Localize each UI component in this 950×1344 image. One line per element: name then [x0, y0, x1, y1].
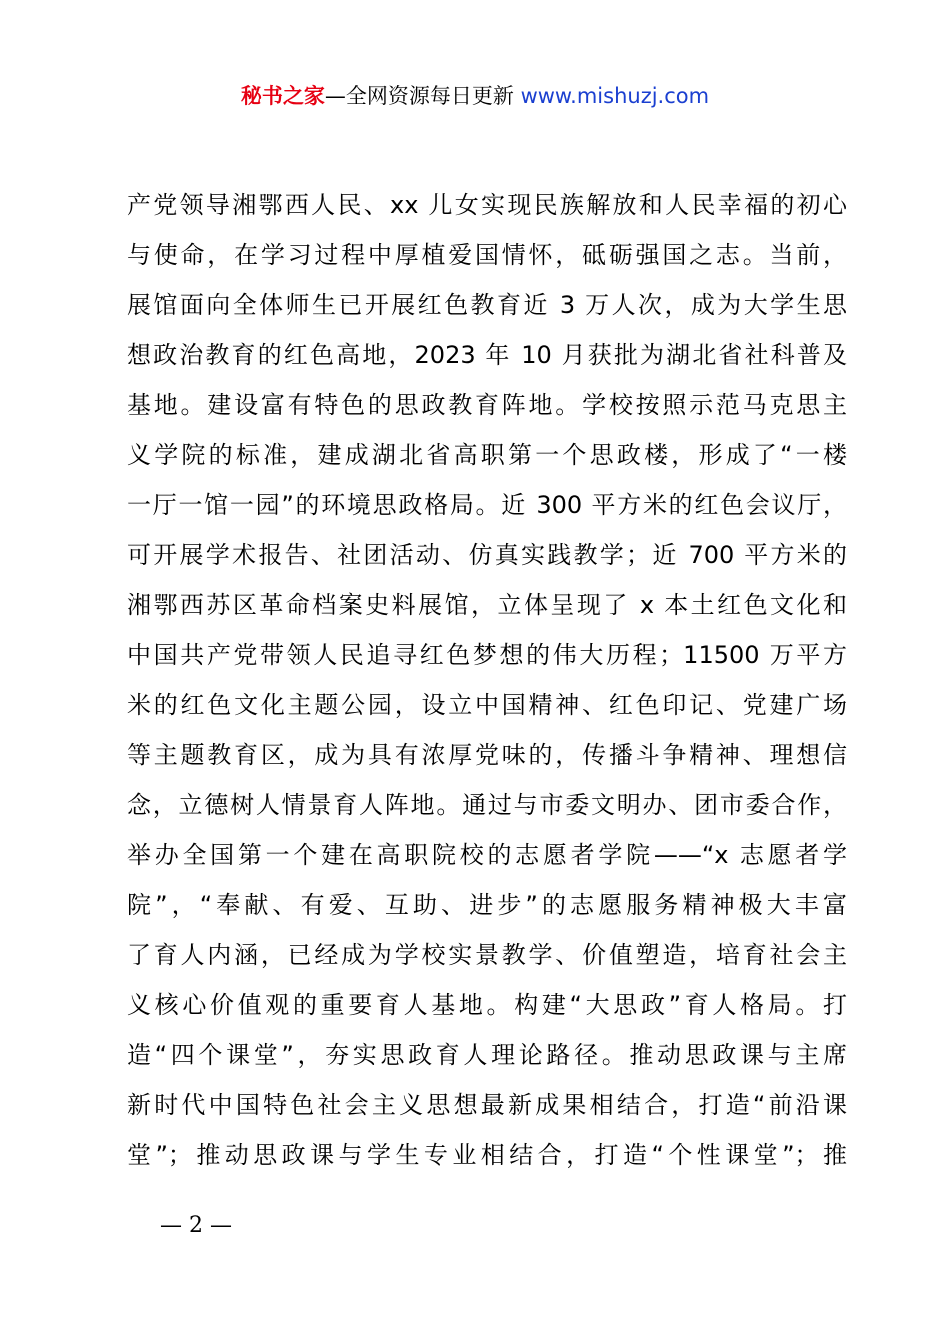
body-line: 了育人内涵，已经成为学校实景教学、价值塑造，培育社会主 — [127, 941, 847, 969]
body-line: 想政治教育的红色高地，2023 年 10 月获批为湖北省社科普及 — [127, 341, 847, 369]
body-line: 院”，“奉献、有爱、互助、进步”的志愿服务精神极大丰富 — [127, 891, 847, 919]
page-number: — 2 — — [160, 1213, 232, 1238]
body-line: 新时代中国特色社会主义思想最新成果相结合，打造“前沿课 — [127, 1091, 847, 1119]
site-url-link[interactable]: www.mishuzj.com — [520, 84, 710, 108]
body-line: 义学院的标准，建成湖北省高职第一个思政楼，形成了“一楼 — [127, 441, 847, 469]
body-line: 造“四个课堂”，夯实思政育人理论路径。推动思政课与主席 — [127, 1041, 847, 1069]
body-line: 举办全国第一个建在高职院校的志愿者学院——“x 志愿者学 — [127, 841, 847, 869]
body-line: 展馆面向全体师生已开展红色教育近 3 万人次，成为大学生思 — [127, 291, 847, 319]
site-tagline: —全网资源每日更新 — [324, 84, 521, 108]
body-line: 一厅一馆一园”的环境思政格局。近 300 平方米的红色会议厅， — [127, 491, 847, 519]
body-line: 产党领导湘鄂西人民、xx 儿女实现民族解放和人民幸福的初心 — [127, 191, 847, 219]
body-line: 念，立德树人情景育人阵地。通过与市委文明办、团市委合作， — [127, 791, 847, 819]
body-line: 与使命，在学习过程中厚植爱国情怀，砥砺强国之志。当前， — [127, 241, 847, 269]
site-header — [0, 80, 950, 112]
body-line: 中国共产党带领人民追寻红色梦想的伟大历程；11500 万平方 — [127, 641, 847, 669]
site-brand: 秘书之家 — [240, 84, 325, 108]
body-line: 等主题教育区，成为具有浓厚党味的，传播斗争精神、理想信 — [127, 741, 847, 769]
body-line: 义核心价值观的重要育人基地。构建“大思政”育人格局。打 — [127, 991, 847, 1019]
body-line: 堂”；推动思政课与学生专业相结合，打造“个性课堂”；推 — [127, 1141, 847, 1169]
body-line: 基地。建设富有特色的思政教育阵地。学校按照示范马克思主 — [127, 391, 847, 419]
body-line: 米的红色文化主题公园，设立中国精神、红色印记、党建广场 — [127, 691, 847, 719]
body-line: 湘鄂西苏区革命档案史料展馆，立体呈现了 x 本土红色文化和 — [127, 591, 847, 619]
body-line: 可开展学术报告、社团活动、仿真实践教学；近 700 平方米的 — [127, 541, 847, 569]
document-body — [127, 180, 847, 1180]
